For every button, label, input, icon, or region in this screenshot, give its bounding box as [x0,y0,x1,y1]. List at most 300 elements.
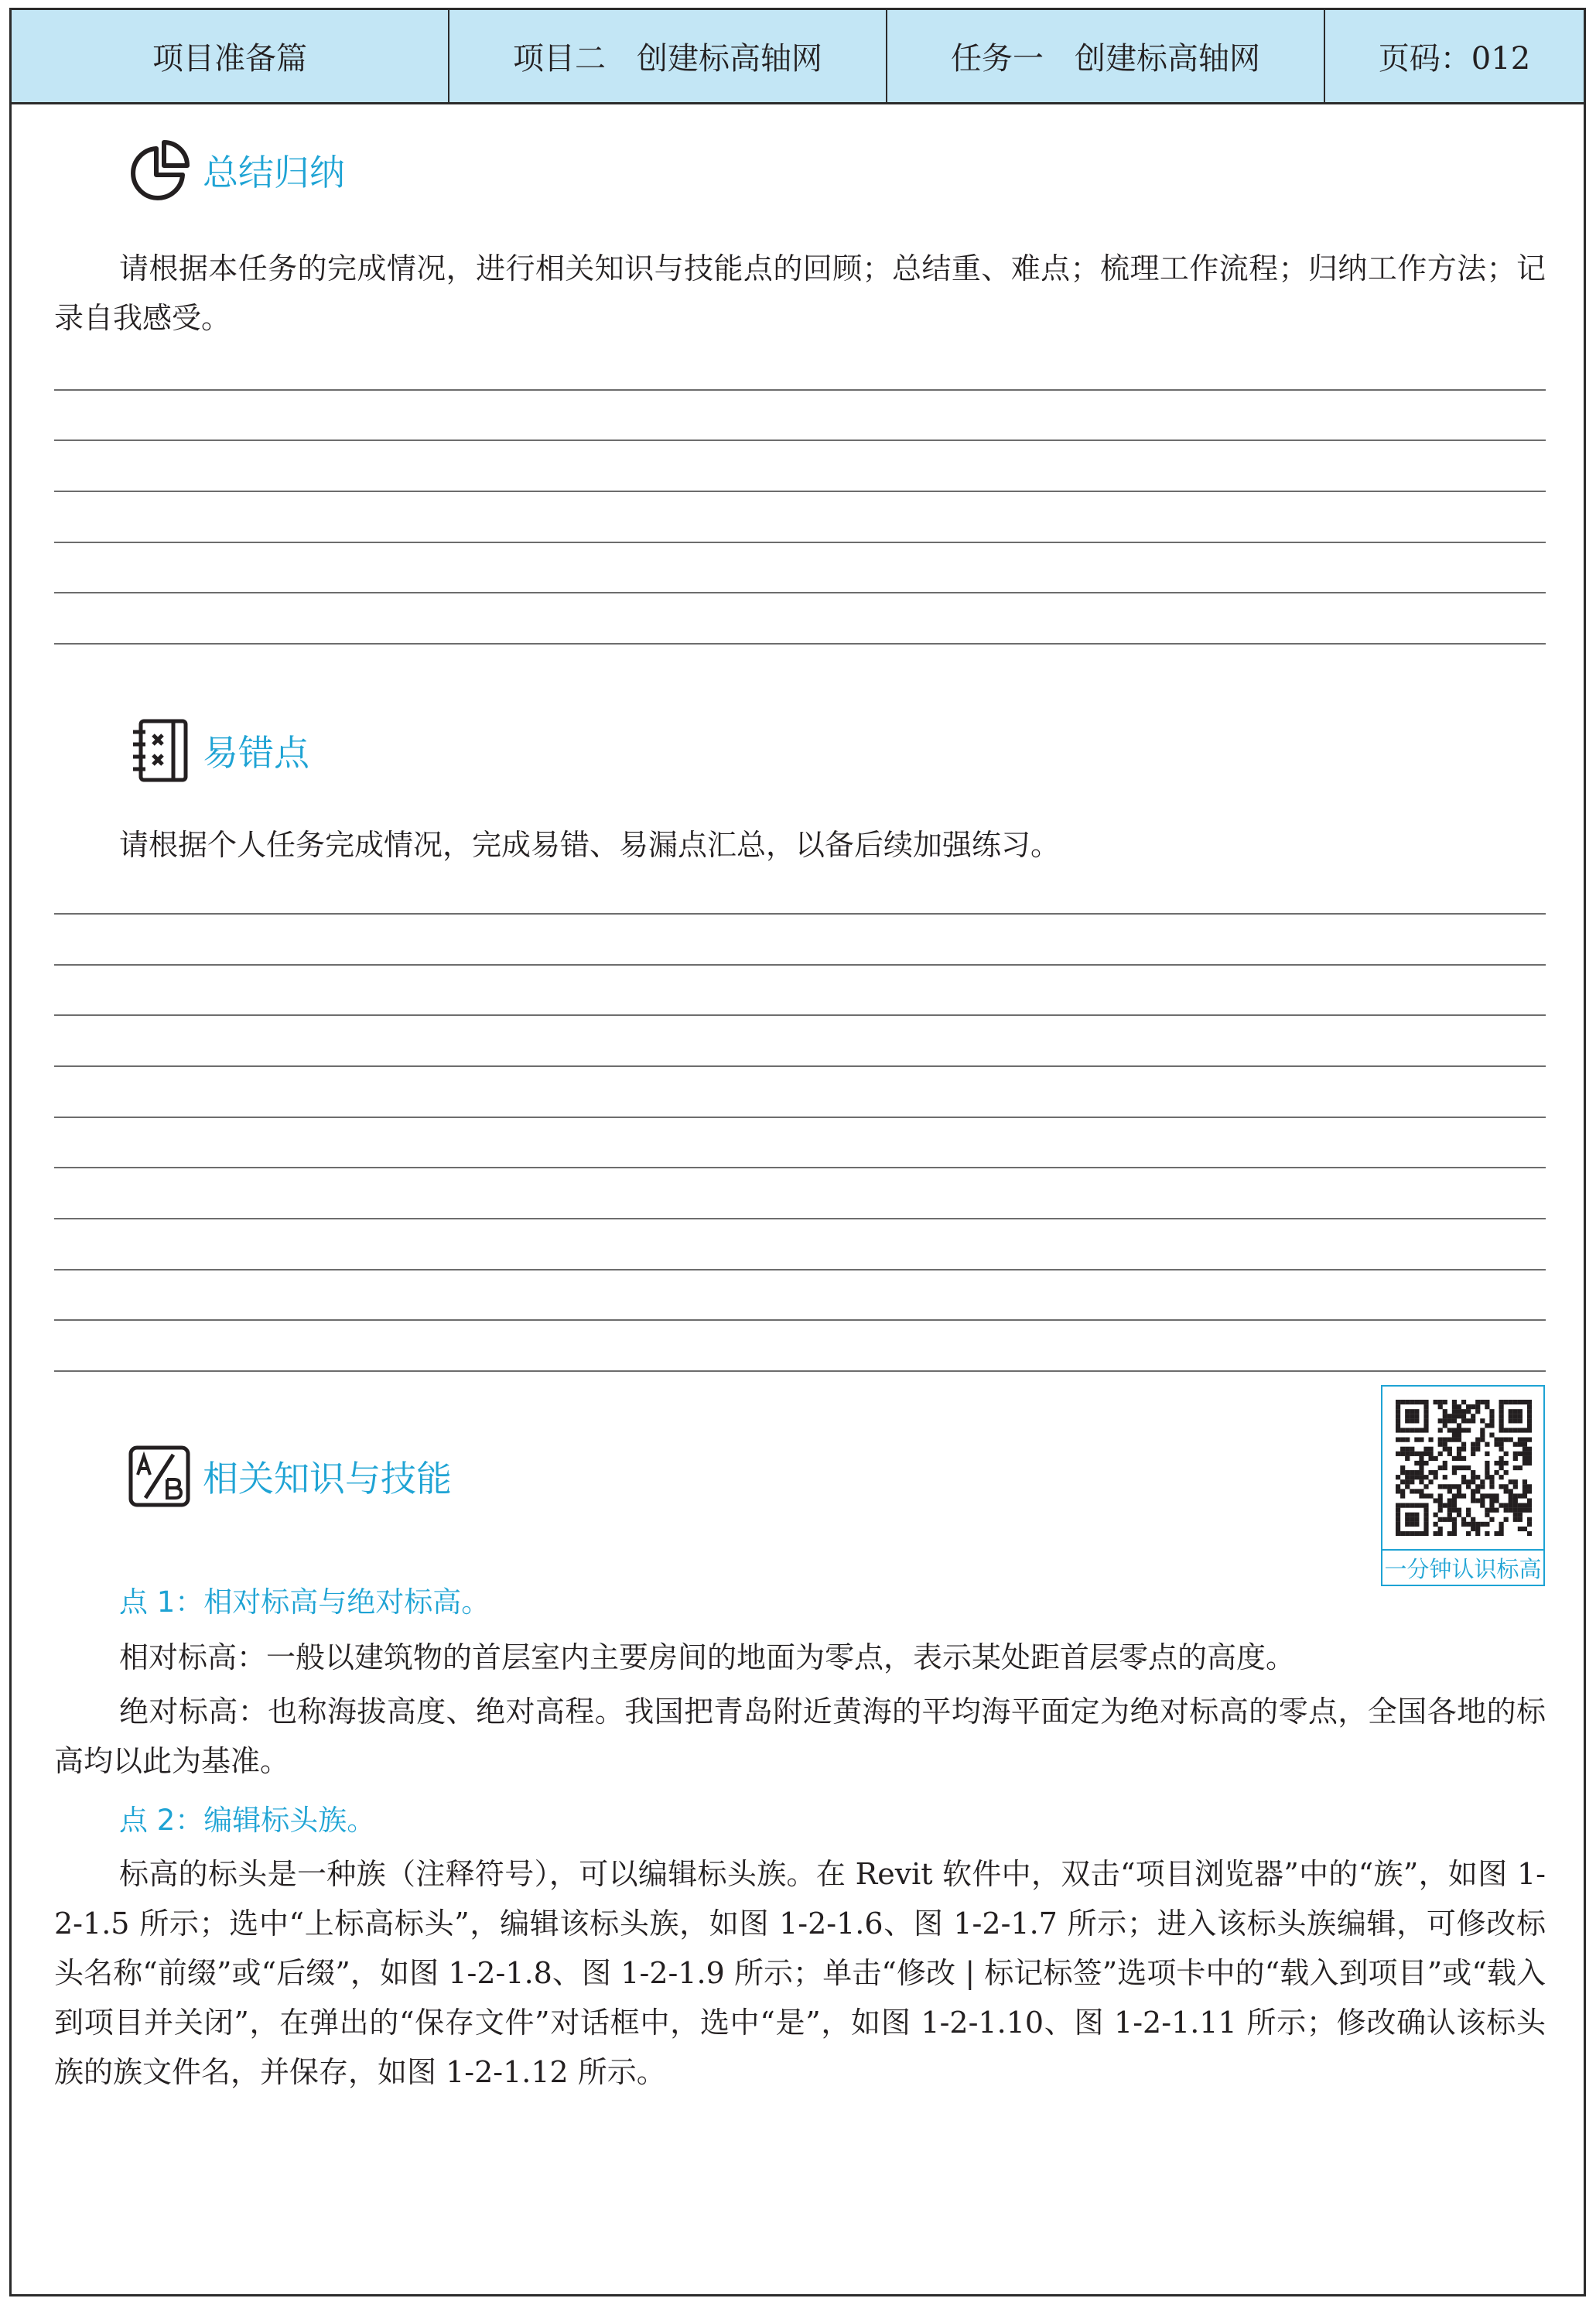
qr-module [1434,1531,1438,1536]
qr-module [1410,1517,1414,1522]
qr-module [1480,1493,1485,1498]
qr-module [1438,1527,1443,1531]
qr-module [1485,1493,1489,1498]
summary-instruction: 请根据本任务的完成情况，进行相关知识与技能点的回顾；总结重、难点；梳理工作流程；归纳工作方法；记录自我感受。 [54,251,1546,335]
qr-module [1513,1465,1518,1470]
qr-module [1509,1508,1513,1513]
qr-module [1518,1442,1523,1447]
qr-module [1428,1447,1433,1452]
qr-module [1447,1489,1452,1493]
qr-module [1396,1423,1400,1428]
qr-module [1443,1503,1447,1508]
qr-module [1499,1531,1504,1536]
qr-module [1461,1447,1466,1452]
qr-module [1457,1438,1461,1442]
qr-module [1513,1452,1518,1456]
qr-module [1523,1400,1527,1404]
point-2-body: 标高的标头是一种族（注释符号），可以编辑标头族。在 Revit 软件中，双击“项目浏览器”中的“族”，如图 1-2-1.5 所示；选中“上标高标头”，编辑该标头族，如图 1-2-1.6、图 1-2-1.7 所示；进入该标头族编辑，可修改标头名称“前缀”或“后缀”，如图 1-2-1.8、图 1-2-1.9 所示；单击“修改 | 标记标签”选项卡中的“载入到项目”或“载入到项目并关闭”，在弹出的“保存文件”对话框中，选中“是”，如图 1-2-1.10、图 1-2-1.11 所示；修改确认该标头族的族文件名，并保存，如图 1-2-1.12 所示。 [54,1857,1546,2089]
writing-line [54,439,1546,441]
qr-module [1400,1470,1405,1475]
qr-module [1419,1493,1423,1498]
qr-module [1423,1447,1428,1452]
qr-module [1457,1493,1461,1498]
qr-module [1513,1442,1518,1447]
a-b-icon [127,1444,192,1509]
qr-module [1466,1465,1471,1470]
qr-module [1452,1503,1457,1508]
writing-line [54,1167,1546,1168]
qr-module [1480,1503,1485,1508]
qr-module [1410,1531,1414,1536]
qr-module [1489,1493,1494,1498]
qr-module [1471,1489,1475,1493]
qr-module [1509,1414,1513,1418]
qr-module [1527,1531,1532,1536]
qr-module [1489,1409,1494,1414]
qr-module [1414,1522,1419,1527]
qr-module [1518,1527,1523,1531]
qr-module [1466,1531,1471,1536]
qr-module [1523,1452,1527,1456]
qr-module [1471,1418,1475,1423]
qr-module [1513,1418,1518,1423]
qr-module [1480,1432,1485,1437]
qr-module [1443,1442,1447,1447]
qr-module [1405,1513,1410,1517]
qr-module [1480,1428,1485,1432]
qr-module [1518,1508,1523,1513]
qr-module [1509,1400,1513,1404]
qr-module [1419,1531,1423,1536]
qr-module [1452,1456,1457,1461]
writing-line [54,643,1546,645]
qr-module [1396,1517,1400,1522]
qr-module [1396,1508,1400,1513]
qr-module [1405,1531,1410,1536]
qr-module [1499,1461,1504,1465]
writing-line [54,1370,1546,1372]
point-1-relative-elevation: 相对标高：一般以建筑物的首层室内主要房间的地面为零点，表示某处距首层零点的高度。 [119,1640,1296,1674]
qr-module [1457,1432,1461,1437]
qr-module [1527,1438,1532,1442]
qr-module [1428,1438,1433,1442]
qr-module [1410,1418,1414,1423]
qr-module [1475,1409,1480,1414]
qr-module [1494,1461,1499,1465]
qr-module [1475,1438,1480,1442]
qr-module [1471,1522,1475,1527]
qr-module [1396,1409,1400,1414]
qr-module [1513,1498,1518,1503]
qr-module [1405,1470,1410,1475]
qr-module [1414,1452,1419,1456]
qr-module [1518,1465,1523,1470]
qr-module [1523,1438,1527,1442]
writing-line [54,1065,1546,1067]
qr-module [1414,1438,1419,1442]
qr-module [1452,1404,1457,1409]
qr-module [1485,1442,1489,1447]
qr-module [1527,1400,1532,1404]
page-header [9,8,1586,104]
qr-module [1443,1461,1447,1465]
qr-module [1504,1438,1509,1442]
qr-module [1405,1452,1410,1456]
qr-module [1489,1498,1494,1503]
qr-module [1457,1447,1461,1452]
qr-module [1513,1428,1518,1432]
qr-module [1494,1493,1499,1498]
qr-module [1494,1438,1499,1442]
qr-module [1434,1498,1438,1503]
knowledge-title: 相关知识与技能 [203,1458,452,1500]
qr-module [1489,1432,1494,1437]
qr-module [1452,1470,1457,1475]
qr-module [1443,1418,1447,1423]
qr-module [1438,1493,1443,1498]
qr-module [1396,1475,1400,1479]
qr-module [1396,1404,1400,1409]
qr-module [1466,1508,1471,1513]
qr-module [1523,1456,1527,1461]
qr-module [1499,1456,1504,1461]
header-page-number: 页码：012 [1378,41,1531,77]
qr-module [1434,1400,1438,1404]
summary-heading [127,138,345,203]
qr-module [1405,1418,1410,1423]
pie-chart-icon [127,138,192,203]
qr-module [1475,1475,1480,1479]
qr-module [1405,1475,1410,1479]
qr-module [1414,1489,1419,1493]
qr-module [1452,1527,1457,1531]
qr-module [1494,1498,1499,1503]
qr-module [1423,1423,1428,1428]
qr-module [1475,1527,1480,1531]
qr-module [1485,1522,1489,1527]
qr-module [1527,1418,1532,1423]
qr-module [1485,1470,1489,1475]
qr-module [1419,1428,1423,1432]
qr-module [1523,1503,1527,1508]
qr-module [1396,1438,1400,1442]
qr-module [1523,1442,1527,1447]
qr-module [1518,1428,1523,1432]
qr-module [1405,1517,1410,1522]
qr-module [1396,1400,1400,1404]
qr-module [1527,1461,1532,1465]
writing-line [54,913,1546,915]
qr-module [1410,1414,1414,1418]
qr-module [1396,1484,1400,1489]
qr-module [1457,1452,1461,1456]
qr-module [1485,1508,1489,1513]
qr-module [1527,1409,1532,1414]
qr-module [1475,1447,1480,1452]
qr-module [1414,1428,1419,1432]
qr-module [1518,1513,1523,1517]
errors-title: 易错点 [203,732,309,774]
writing-line [54,592,1546,593]
header-project: 项目二 创建标高轴网 [449,10,887,102]
qr-module [1471,1414,1475,1418]
qr-module [1419,1400,1423,1404]
qr-module [1466,1484,1471,1489]
qr-module [1405,1400,1410,1404]
qr-module [1438,1465,1443,1470]
qr-module [1518,1517,1523,1522]
qr-module [1504,1517,1509,1522]
qr-module [1527,1414,1532,1418]
qr-module [1457,1465,1461,1470]
qr-module [1423,1513,1428,1517]
qr-module [1423,1503,1428,1508]
qr-module [1523,1484,1527,1489]
qr-module [1471,1493,1475,1498]
qr-module [1527,1503,1532,1508]
qr-module [1414,1513,1419,1517]
qr-module [1499,1475,1504,1479]
qr-module [1457,1508,1461,1513]
qr-module [1523,1447,1527,1452]
qr-module [1396,1531,1400,1536]
qr-module [1480,1438,1485,1442]
qr-module [1518,1503,1523,1508]
qr-module [1423,1475,1428,1479]
writing-line [54,1319,1546,1321]
qr-module [1405,1438,1410,1442]
qr-module [1443,1438,1447,1442]
qr-module [1410,1428,1414,1432]
qr-module [1504,1489,1509,1493]
qr-module [1527,1404,1532,1409]
qr-module [1396,1428,1400,1432]
qr-module [1485,1400,1489,1404]
qr-module [1457,1513,1461,1517]
qr-module [1400,1400,1405,1404]
qr-module [1527,1452,1532,1456]
qr-module [1461,1475,1466,1479]
qr-module [1396,1489,1400,1493]
qr-module [1400,1438,1405,1442]
qr-module [1443,1447,1447,1452]
qr-module [1480,1400,1485,1404]
qr-module [1423,1409,1428,1414]
qr-module [1518,1418,1523,1423]
qr-module [1523,1428,1527,1432]
qr-module [1419,1503,1423,1508]
qr-module [1471,1442,1475,1447]
qr-module [1504,1452,1509,1456]
qr-module [1513,1493,1518,1498]
qr-module [1480,1418,1485,1423]
qr-module [1527,1508,1532,1513]
qr-module [1485,1465,1489,1470]
writing-line [54,1218,1546,1219]
qr-module [1438,1438,1443,1442]
qr-module [1527,1456,1532,1461]
qr-module [1518,1493,1523,1498]
qr-module [1396,1414,1400,1418]
qr-module [1410,1479,1414,1484]
qr-module [1513,1513,1518,1517]
qr-module [1438,1452,1443,1456]
qr-module [1400,1465,1405,1470]
qr-module [1396,1503,1400,1508]
qr-module [1438,1484,1443,1489]
qr-module [1447,1503,1452,1508]
qr-module [1419,1461,1423,1465]
qr-module [1405,1414,1410,1418]
qr-module [1410,1522,1414,1527]
qr-module [1414,1400,1419,1404]
qr-module [1447,1452,1452,1456]
qr-module [1405,1447,1410,1452]
qr-module [1414,1461,1419,1465]
qr-module [1400,1531,1405,1536]
qr-module [1438,1428,1443,1432]
qr-module [1447,1513,1452,1517]
qr-module [1423,1517,1428,1522]
qr-module [1504,1503,1509,1508]
qr-module [1405,1522,1410,1527]
qr-module [1504,1428,1509,1432]
qr-module [1457,1409,1461,1414]
qr-module [1452,1493,1457,1498]
qr-module [1396,1513,1400,1517]
qr-module [1447,1418,1452,1423]
summary-title: 总结归纳 [203,152,345,193]
qr-module [1475,1404,1480,1409]
qr-module [1452,1418,1457,1423]
qr-module [1489,1414,1494,1418]
qr-module [1405,1484,1410,1489]
qr-module [1452,1531,1457,1536]
qr-module [1434,1470,1438,1475]
qr-module [1400,1479,1405,1484]
qr-module [1405,1479,1410,1484]
qr-module [1513,1503,1518,1508]
qr-module [1423,1522,1428,1527]
qr-caption: 一分钟认识标高 [1382,1549,1543,1585]
qr-module [1414,1414,1419,1418]
qr-module [1452,1465,1457,1470]
qr-module [1423,1493,1428,1498]
qr-module [1410,1489,1414,1493]
writing-line [54,491,1546,492]
qr-module [1452,1517,1457,1522]
qr-module [1414,1470,1419,1475]
qr-module [1527,1498,1532,1503]
errors-instruction: 请根据个人任务完成情况，完成易错、易漏点汇总，以备后续加强练习。 [119,828,1061,862]
writing-line [54,1014,1546,1016]
qr-module [1513,1400,1518,1404]
qr-module [1499,1428,1504,1432]
qr-module [1414,1409,1419,1414]
writing-line [54,542,1546,543]
qr-module [1457,1484,1461,1489]
qr-module [1438,1400,1443,1404]
qr-module [1405,1503,1410,1508]
qr-module [1494,1508,1499,1513]
qr-module [1471,1452,1475,1456]
qr-module [1438,1517,1443,1522]
qr-module [1452,1400,1457,1404]
qr-module [1523,1461,1527,1465]
qr-module [1419,1475,1423,1479]
qr-module [1494,1470,1499,1475]
qr-module [1461,1409,1466,1414]
qr-module [1499,1414,1504,1418]
qr-module [1499,1442,1504,1447]
qr-module [1405,1428,1410,1432]
qr-module [1461,1517,1466,1522]
qr-module [1489,1418,1494,1423]
qr-module [1428,1493,1433,1498]
qr-module [1400,1489,1405,1493]
qr-module [1438,1498,1443,1503]
qr-module [1452,1414,1457,1418]
qr-module [1423,1428,1428,1432]
qr-module [1457,1428,1461,1432]
qr-module [1457,1489,1461,1493]
qr-module [1475,1400,1480,1404]
qr-module [1499,1418,1504,1423]
qr-module [1527,1484,1532,1489]
qr-module [1499,1404,1504,1409]
qr-module [1423,1400,1428,1404]
qr-module [1423,1531,1428,1536]
qr-module [1434,1456,1438,1461]
qr-module [1434,1513,1438,1517]
writing-line [54,1269,1546,1270]
header-task: 任务一 创建标高轴网 [887,10,1325,102]
qr-module [1423,1452,1428,1456]
qr-module [1447,1484,1452,1489]
qr-module [1485,1404,1489,1409]
writing-line [54,1117,1546,1118]
qr-module [1527,1522,1532,1527]
qr-module [1419,1452,1423,1456]
qr-module [1509,1438,1513,1442]
qr-module [1523,1508,1527,1513]
qr-module [1400,1447,1405,1452]
qr-code-card[interactable] [1381,1385,1545,1586]
qr-module [1466,1409,1471,1414]
qr-module [1438,1503,1443,1508]
qr-module [1523,1527,1527,1531]
qr-module [1499,1465,1504,1470]
qr-code-icon[interactable] [1396,1400,1532,1536]
qr-module [1518,1414,1523,1418]
qr-module [1410,1475,1414,1479]
qr-module [1452,1432,1457,1437]
qr-module [1509,1493,1513,1498]
qr-module [1480,1498,1485,1503]
errors-heading [127,718,309,783]
qr-module [1414,1531,1419,1536]
qr-module [1518,1438,1523,1442]
qr-module [1513,1414,1518,1418]
qr-module [1471,1498,1475,1503]
qr-module [1489,1517,1494,1522]
qr-module [1452,1498,1457,1503]
qr-module [1494,1531,1499,1536]
qr-module [1447,1508,1452,1513]
qr-module [1523,1479,1527,1484]
qr-module [1461,1522,1466,1527]
qr-module [1523,1489,1527,1493]
